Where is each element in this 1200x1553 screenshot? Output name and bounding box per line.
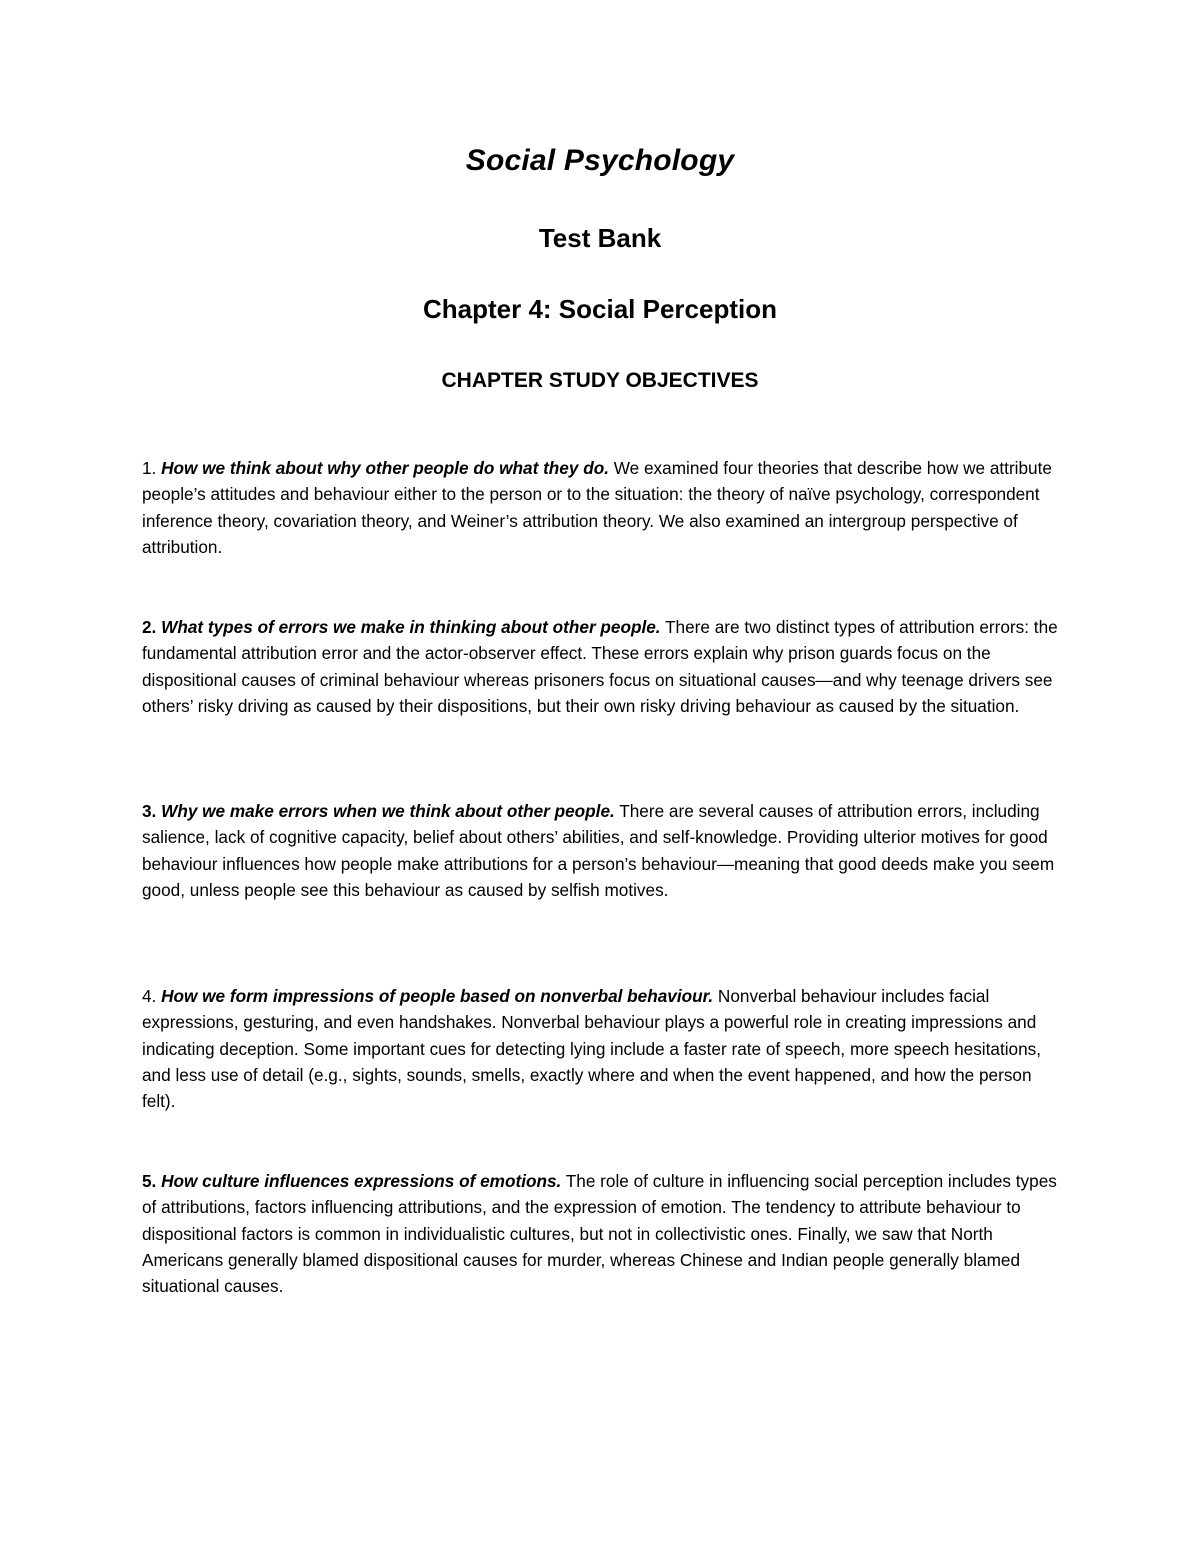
objective-number: 5.	[142, 1171, 157, 1191]
document-title: Social Psychology	[465, 144, 735, 177]
objective-title: How we form impressions of people based on nonverbal behaviour.	[161, 986, 714, 1006]
objective-title: How culture influences expressions of emotions.	[161, 1171, 562, 1191]
objective-title: How we think about why other people do what they do.	[161, 458, 609, 478]
section-heading: CHAPTER STUDY OBJECTIVES	[441, 369, 759, 392]
objective-number: 3.	[142, 801, 157, 821]
objective-body: There are several causes of attribution errors, including salience, lack of cognitive capacity, belief about others’ abilities, and self-knowledge. Providing ulterior motives for good behaviour influences how people make attributions for a person’s behaviour—meaning that good deeds make you seem good, unless people see this behaviour as caused by selfish motives.	[142, 801, 1055, 900]
objective-body: There are two distinct types of attribution errors: the fundamental attribution error and the actor-observer effect. These errors explain why prison guards focus on the dispositional causes of criminal behaviour whereas prisoners focus on situational causes—and why teenage drivers see others’ risky driving as caused by their dispositions, but their own risky driving behaviour as caused by the situation.	[142, 617, 1058, 716]
objective-title: What types of errors we make in thinking about other people.	[161, 617, 661, 637]
objective-item	[142, 983, 1062, 1114]
objective-body: We examined four theories that describe how we attribute people’s attitudes and behaviour either to the person or to the situation: the theory of naïve psychology, correspondent inference theory, covariation theory, and Weiner’s attribution theory. We also examined an intergroup perspective of attribution.	[142, 458, 1052, 557]
objective-number: 1.	[142, 458, 157, 478]
objective-number: 2.	[142, 617, 157, 637]
objective-item	[142, 614, 1062, 719]
objective-body: The role of culture in influencing social perception includes types of attributions, factors influencing attributions, and the expression of emotion. The tendency to attribute behaviour to dispositional factors is common in individualistic cultures, but not in collectivistic ones. Finally, we saw that North Americans generally blamed dispositional causes for murder, whereas Chinese and Indian people generally blamed situational causes.	[142, 1171, 1057, 1297]
objective-title: Why we make errors when we think about other people.	[161, 801, 615, 821]
chapter-heading: Chapter 4: Social Perception	[423, 294, 777, 324]
objective-item	[142, 455, 1062, 560]
objective-item	[142, 1168, 1062, 1299]
document-subtitle: Test Bank	[538, 223, 662, 253]
objective-item	[142, 798, 1062, 903]
objective-body: Nonverbal behaviour includes facial expressions, gesturing, and even handshakes. Nonverbal behaviour plays a powerful role in creating impressions and indicating deception. Some important cues for detecting lying include a faster rate of speech, more speech hesitations, and less use of detail (e.g., sights, sounds, smells, exactly where and when the event happened, and how the person felt).	[142, 986, 1042, 1112]
objective-number: 4.	[142, 986, 157, 1006]
